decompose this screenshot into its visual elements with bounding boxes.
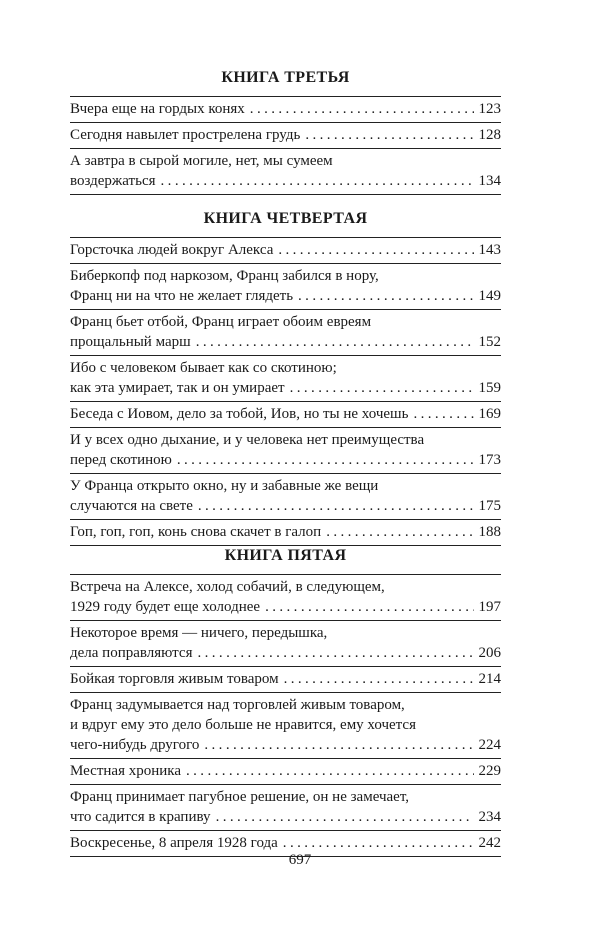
toc-entry xyxy=(70,238,501,264)
page-ref: 143 xyxy=(478,242,501,258)
entry-last-line xyxy=(70,99,501,119)
entry-last-line xyxy=(70,286,501,306)
page-ref: 134 xyxy=(478,173,501,189)
page-ref: 149 xyxy=(478,288,501,304)
dot-leader xyxy=(284,669,474,689)
entry-title-line: Местная хроника xyxy=(70,763,181,779)
dot-leader xyxy=(204,735,473,755)
dot-leader xyxy=(196,332,474,352)
toc-entry xyxy=(70,785,501,831)
entry-title-line: Сегодня навылет прострелена грудь xyxy=(70,127,301,143)
entry-last-line xyxy=(70,496,501,516)
entry-last-line xyxy=(70,404,501,424)
entry-last-line xyxy=(70,669,501,689)
dot-leader xyxy=(250,99,474,119)
entry-title-line: прощальный марш xyxy=(70,334,191,350)
entry-title-line: Воскресенье, 8 апреля 1928 года xyxy=(70,835,278,851)
toc-entry xyxy=(70,667,501,693)
entry-last-line xyxy=(70,240,501,260)
dot-leader xyxy=(177,450,474,470)
book-title: КНИГА ЧЕТВЕРТАЯ xyxy=(203,210,368,227)
entry-last-line xyxy=(70,761,501,781)
entry-title-line: Встреча на Алексе, холод собачий, в следующем, xyxy=(70,579,385,595)
entry-title-line: Ибо с человеком бывает как со скотиною; xyxy=(70,360,337,376)
entry-title-line: Беседа с Иовом, дело за тобой, Иов, но ты не хочешь xyxy=(70,406,409,422)
entry-title-line: Биберкопф под наркозом, Франц забился в нору, xyxy=(70,268,379,284)
toc-entries xyxy=(70,574,501,857)
page-ref: 175 xyxy=(478,498,501,514)
entry-last-line xyxy=(70,735,501,755)
entry-title-line: что садится в крапиву xyxy=(70,809,211,825)
toc-entries xyxy=(70,237,501,546)
page-ref: 173 xyxy=(478,452,501,468)
entry-title-line: Горсточка людей вокруг Алекса xyxy=(70,242,274,258)
dot-leader xyxy=(197,643,473,663)
entry-title-line: 1929 году будет еще холоднее xyxy=(70,599,261,615)
entry-last-line xyxy=(70,643,501,663)
entry-title-line: И у всех одно дыхание, и у человека нет преимущества xyxy=(70,432,425,448)
entry-last-line xyxy=(70,171,501,191)
dot-leader xyxy=(265,597,473,617)
book-section-4 xyxy=(70,209,501,546)
book-title: КНИГА ПЯТАЯ xyxy=(224,547,347,564)
page-ref: 214 xyxy=(478,671,501,687)
dot-leader xyxy=(298,286,473,306)
toc-entry xyxy=(70,97,501,123)
toc-entry xyxy=(70,474,501,520)
entry-title-line: как эта умирает, так и он умирает xyxy=(70,380,285,396)
entry-last-line xyxy=(70,833,501,853)
dot-leader xyxy=(186,761,474,781)
dot-leader xyxy=(216,807,474,827)
page-ref: 197 xyxy=(478,599,501,615)
entry-title-line: Франц ни на что не желает глядеть xyxy=(70,288,294,304)
entry-last-line xyxy=(70,807,501,827)
entry-title-line: Франц принимает пагубное решение, он не замечает, xyxy=(70,789,410,805)
dot-leader xyxy=(198,496,474,516)
page-ref: 188 xyxy=(478,524,501,540)
toc-entry xyxy=(70,693,501,759)
entry-last-line xyxy=(70,378,501,398)
book-section-3 xyxy=(70,68,501,195)
page-ref: 242 xyxy=(478,835,501,851)
entry-title-line: случаются на свете xyxy=(70,498,193,514)
toc-entry xyxy=(70,264,501,310)
dot-leader xyxy=(290,378,474,398)
toc-entry xyxy=(70,520,501,546)
toc-entry xyxy=(70,575,501,621)
entry-last-line xyxy=(70,450,501,470)
entry-title-line: перед скотиною xyxy=(70,452,172,468)
page-ref: 128 xyxy=(478,127,501,143)
entry-title-line: чего-нибудь другого xyxy=(70,737,200,753)
page-ref: 229 xyxy=(478,763,501,779)
toc-entry xyxy=(70,759,501,785)
dot-leader xyxy=(278,240,473,260)
book-section-5 xyxy=(70,546,501,857)
entry-title-line: Франц бьет отбой, Франц играет обоим евреям xyxy=(70,314,372,330)
dot-leader xyxy=(326,522,473,542)
entry-title-line: У Франца открыто окно, ну и забавные же вещи xyxy=(70,478,379,494)
dot-leader xyxy=(413,404,473,424)
entry-title-line: Гоп, гоп, гоп, конь снова скачет в галоп xyxy=(70,524,322,540)
entry-last-line xyxy=(70,597,501,617)
entry-last-line xyxy=(70,522,501,542)
page-ref: 224 xyxy=(478,737,501,753)
toc-entry xyxy=(70,310,501,356)
toc-entry xyxy=(70,402,501,428)
entry-title-line: Вчера еще на гордых конях xyxy=(70,101,245,117)
toc-entry xyxy=(70,356,501,402)
entry-title-line: Некоторое время — ничего, передышка, xyxy=(70,625,328,641)
toc-entry xyxy=(70,123,501,149)
page-ref: 123 xyxy=(478,101,501,117)
entry-title-line: воздержаться xyxy=(70,173,156,189)
entry-last-line xyxy=(70,125,501,145)
dot-leader xyxy=(305,125,473,145)
toc-entries xyxy=(70,96,501,195)
toc-entry xyxy=(70,428,501,474)
dot-leader xyxy=(283,833,474,853)
page-ref: 169 xyxy=(478,406,501,422)
page-ref: 234 xyxy=(478,809,501,825)
book-title: КНИГА ТРЕТЬЯ xyxy=(221,69,350,86)
dot-leader xyxy=(161,171,474,191)
entry-title-line: дела поправляются xyxy=(70,645,193,661)
page-ref: 159 xyxy=(478,380,501,396)
page-number: 697 xyxy=(288,852,312,868)
entry-title-line: Бойкая торговля живым товаром xyxy=(70,671,279,687)
toc-entry xyxy=(70,149,501,195)
entry-title-line: Франц задумывается над торговлей живым товаром, xyxy=(70,697,405,713)
toc-entry xyxy=(70,621,501,667)
entry-last-line xyxy=(70,332,501,352)
entry-title-line: А завтра в сырой могиле, нет, мы сумеем xyxy=(70,153,333,169)
entry-title-line: и вдруг ему это дело больше не нравится, ему хочется xyxy=(70,717,416,733)
page-ref: 152 xyxy=(478,334,501,350)
page-ref: 206 xyxy=(478,645,501,661)
